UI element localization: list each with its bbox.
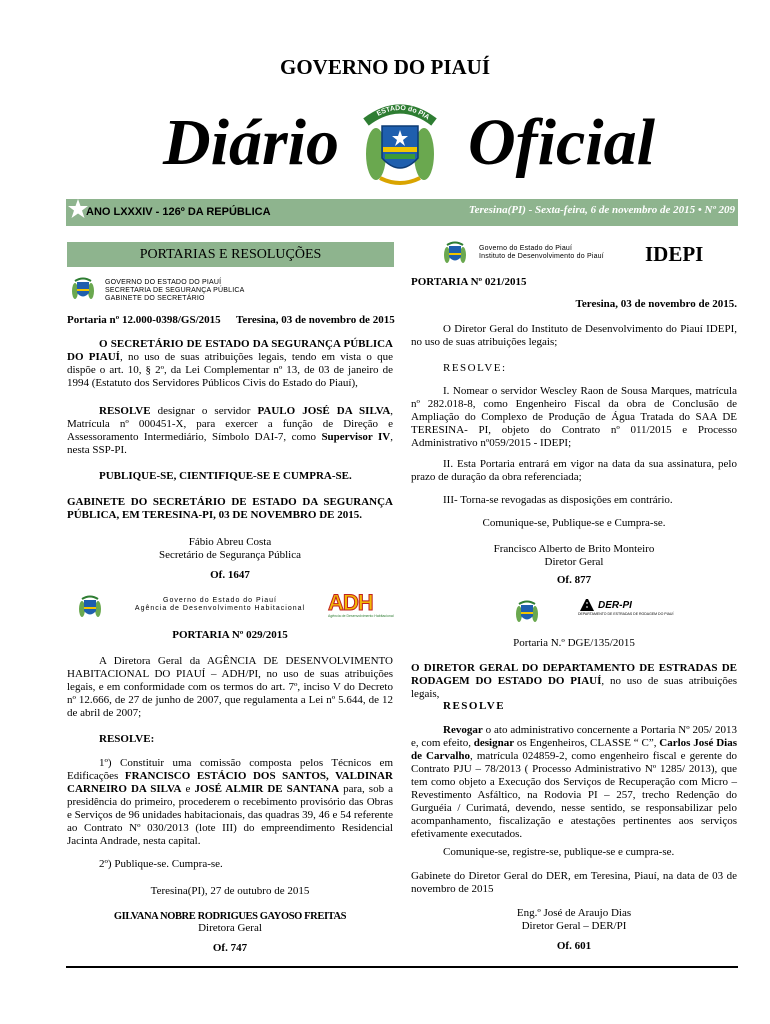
adh-header	[115, 597, 325, 613]
seal-text: ESTADO do PIA	[375, 104, 431, 122]
masthead-word-diario: Diário	[163, 106, 340, 179]
idepi-resolve: RESOLVE:	[443, 362, 507, 374]
idepi-paragraph-5: Comunique-se, Publique-se e Cumpra-se.	[482, 517, 666, 529]
der-paragraph-1	[411, 662, 737, 701]
adh-paragraph-2	[67, 757, 393, 848]
bottom-rule	[66, 966, 738, 968]
ssp-portaria-date: Teresina, 03 de novembro de 2015	[236, 314, 395, 326]
adh-logo	[328, 590, 394, 622]
der-resolve: RESOLVE	[443, 700, 506, 712]
ssp-header-line: GABINETE DO SECRETÁRIO	[105, 295, 205, 302]
ssp-office-number: Of. 1647	[210, 569, 250, 581]
ssp-gabinete: GABINETE DO SECRETÁRIO DE ESTADO DA SEGURANÇA PÚBLICA, EM TERESINA-PI, 03 DE NOVEMBRO DE 2015.	[67, 496, 393, 521]
der-designar: designar	[473, 737, 515, 749]
der-paragraph-2	[411, 724, 737, 841]
der-logo-text: DER-PI	[598, 599, 632, 611]
adh-technician: JOSÉ ALMIR DE SANTANA	[194, 783, 340, 795]
ssp-header-line: SECRETARIA DE SEGURANÇA PÚBLICA	[105, 287, 245, 294]
adh-p2-text: e	[181, 783, 195, 795]
ssp-role: Supervisor IV	[321, 431, 391, 443]
ssp-portaria-number: Portaria nº 12.000-0398/GS/2015	[67, 314, 221, 326]
der-paragraph-4: Gabinete do Diretor Geral do DER, em Teresina, Piauí, na data de 03 de novembro de 2015	[411, 870, 737, 895]
idepi-header-line: Instituto de Desenvolvimento do Piauí	[479, 253, 604, 260]
der-authority: O DIRETOR GERAL DO DEPARTAMENTO DE ESTRADAS DE RODAGEM DO ESTADO DO PIAUÍ	[411, 662, 737, 687]
idepi-portaria-date: Teresina, 03 de novembro de 2015.	[575, 298, 737, 310]
piaui-coat-of-arms-icon	[514, 599, 540, 630]
ssp-header-line: GOVERNO DO ESTADO DO PIAUÍ	[105, 279, 222, 286]
state-seal-emblem	[352, 92, 448, 188]
der-p2-text: , matrícula 024859-2, como engenheiro fiscal e gerente do Contrato PJU – 78/2013 ( Processo Administrativo Nº 1285/ 2013), que tem como objeto a Execução dos Serviços de Recuperação com Micro – Revestimento Asfáltico, na Rodovia PI – 257, trecho Redenção do Gurguéia / Curimatá, devendo, nesse sentido, se responsabilizar pelo acompanhamento, fiscalização e atestações pertinentes aos serviços efetivamente executados.	[411, 750, 737, 840]
adh-signer-name: GILVANA NOBRE RODRIGUES GAYOSO FREITAS	[113, 911, 347, 922]
idepi-paragraph-4: III- Torna-se revogadas as disposições em contrário.	[443, 494, 673, 506]
adh-portaria-title: PORTARIA Nº 029/2015	[172, 629, 288, 641]
ssp-p1-text: , no uso de suas atribuições legais, tendo em vista o que dispõe o art. 10, § 2º, da Lei Complementar nº 13, de 03 de janeiro de 1994 (Estatuto dos Servidores Públicos Civis do Estado do Piauí),	[67, 351, 394, 389]
ssp-authority: O SECRETÁRIO DE ESTADO DA SEGURANÇA PÚBLICA DO PIAUÍ	[67, 338, 393, 363]
ssp-p2-text: designar o servidor	[150, 405, 258, 417]
der-p1-text: , no uso de suas atribuições legais,	[411, 675, 737, 700]
piaui-coat-of-arms-icon	[442, 240, 468, 271]
adh-header-line: Governo do Estado do Piauí	[163, 597, 277, 604]
der-logo-sub: DEPARTAMENTO DE ESTRADAS DE RODAGEM DO PIAUÍ	[578, 612, 674, 616]
ssp-paragraph-2	[67, 405, 393, 457]
section-title: PORTARIAS E RESOLUÇÕES	[67, 242, 394, 267]
piaui-coat-of-arms-icon	[70, 276, 96, 307]
piaui-coat-of-arms-icon	[77, 594, 103, 625]
idepi-paragraph-3: II. Esta Portaria entrará em vigor na data da sua assinatura, pelo prazo de duração da obra referenciada;	[411, 458, 737, 483]
ssp-publique: PUBLIQUE-SE, CIENTIFIQUE-SE E CUMPRA-SE.	[99, 470, 352, 482]
der-logo	[578, 598, 674, 616]
idepi-logo: IDEPI	[645, 242, 704, 266]
der-office-number: Of. 601	[556, 940, 592, 952]
adh-paragraph-3: 2º) Publique-se. Cumpra-se.	[99, 858, 223, 870]
ssp-p2-text: , nesta SSP-PI.	[67, 431, 393, 456]
adh-technicians: FRANCISCO ESTÁCIO DOS SANTOS, VALDINAR CARNEIRO DA SILVA	[67, 770, 393, 795]
idepi-paragraph-1: O Diretor Geral do Instituto de Desenvolvimento do Piauí IDEPI, no uso de suas atribuições legais;	[411, 323, 737, 348]
edition-year: ANO LXXXIV - 126º DA REPÚBLICA	[86, 206, 271, 218]
adh-logo-text: ADH	[328, 590, 373, 615]
ssp-signer-name: Fábio Abreu Costa	[188, 536, 272, 548]
idepi-header	[479, 245, 604, 261]
ssp-paragraph-1	[67, 338, 393, 390]
der-p2-text: os Engenheiros, CLASSE “ C”,	[514, 737, 660, 749]
der-signer-role: Diretor Geral – DER/PI	[521, 920, 627, 932]
idepi-portaria-title: PORTARIA Nº 021/2015	[411, 276, 527, 288]
adh-p2-text: para, sob a presidência do primeiro, procederem o recebimento provisório das Obras e Serviços de 96 unidades habitacionais, das quadras 39, 46 e 54 referente ao Contrato Nº 030/2013 (lote III) do empreendimento Residencial Jacinta Andrade, nesta capital.	[67, 783, 394, 847]
idepi-signer-name: Francisco Alberto de Brito Monteiro	[493, 543, 655, 555]
der-signer-name: Eng.º José de Araujo Dias	[516, 907, 632, 919]
ssp-resolve: RESOLVE	[99, 405, 151, 417]
idepi-paragraph-2: I. Nomear o servidor Wescley Raon de Sousa Marques, matrícula nº 282.018-8, como Engenheiro Fiscal da obra de Conclusão de Ampliação do Complexo de Produção de Água Tratada do SAA DE TERESINA- PI, objeto do Contrato nº 011/2015 e Processo Administrativo nº059/2015 - IDEPI;	[411, 385, 737, 449]
ssp-p2-text: , Matrícula nº 000451-X, para exercer a função de Direção e Assessoramento Intermediário, Símbolo DAI-7, como	[67, 405, 394, 443]
idepi-header-line: Governo do Estado do Piauí	[479, 245, 573, 252]
der-p2-text: o ato administrativo concernente a Portaria Nº 205/ 2013 e, com efeito,	[411, 724, 737, 749]
idepi-office-number: Of. 877	[556, 574, 592, 586]
adh-place-date: Teresina(PI), 27 de outubro de 2015	[150, 885, 310, 897]
der-engineer-name: Carlos José Dias de Carvalho	[411, 737, 737, 762]
ssp-servant-name: PAULO JOSÉ DA SILVA	[257, 405, 391, 417]
edition-date-number: Teresina(PI) - Sexta-feira, 6 de novembro de 2015 • Nº 209	[468, 204, 735, 216]
adh-logo-sub: Agência de Desenvolvimento Habitacional	[328, 614, 394, 618]
adh-p2-text: 1º) Constituir uma comissão composta pelos Técnicos em Edificações	[67, 757, 393, 782]
adh-header-line: Agência de Desenvolvimento Habitacional	[134, 605, 306, 612]
adh-signer-role: Diretora Geral	[198, 922, 262, 934]
ssp-header	[105, 279, 245, 303]
der-portaria-title: Portaria N.º DGE/135/2015	[513, 637, 635, 649]
der-road-icon	[578, 598, 596, 612]
der-revogar: Revogar	[443, 724, 483, 736]
government-title: GOVERNO DO PIAUÍ	[279, 55, 490, 79]
masthead-word-oficial: Oficial	[468, 106, 655, 179]
der-paragraph-3: Comunique-se, registre-se, publique-se e cumpra-se.	[443, 846, 675, 858]
adh-office-number: Of. 747	[212, 942, 248, 954]
idepi-signer-role: Diretor Geral	[544, 556, 604, 568]
adh-resolve: RESOLVE:	[99, 733, 155, 745]
adh-paragraph-1: A Diretora Geral da AGÊNCIA DE DESENVOLVIMENTO HABITACIONAL DO PIAUÍ – ADH/PI, no uso de suas atribuições legais, e em conformidade com os termos do art. 7º, inciso V do Decreto nº 12.666, de 27 de junho de 2007, que regulamenta a Lei nº 5.644, de 12 de abril de 2007;	[67, 655, 393, 719]
ssp-signer-role: Secretário de Segurança Pública	[158, 549, 302, 561]
